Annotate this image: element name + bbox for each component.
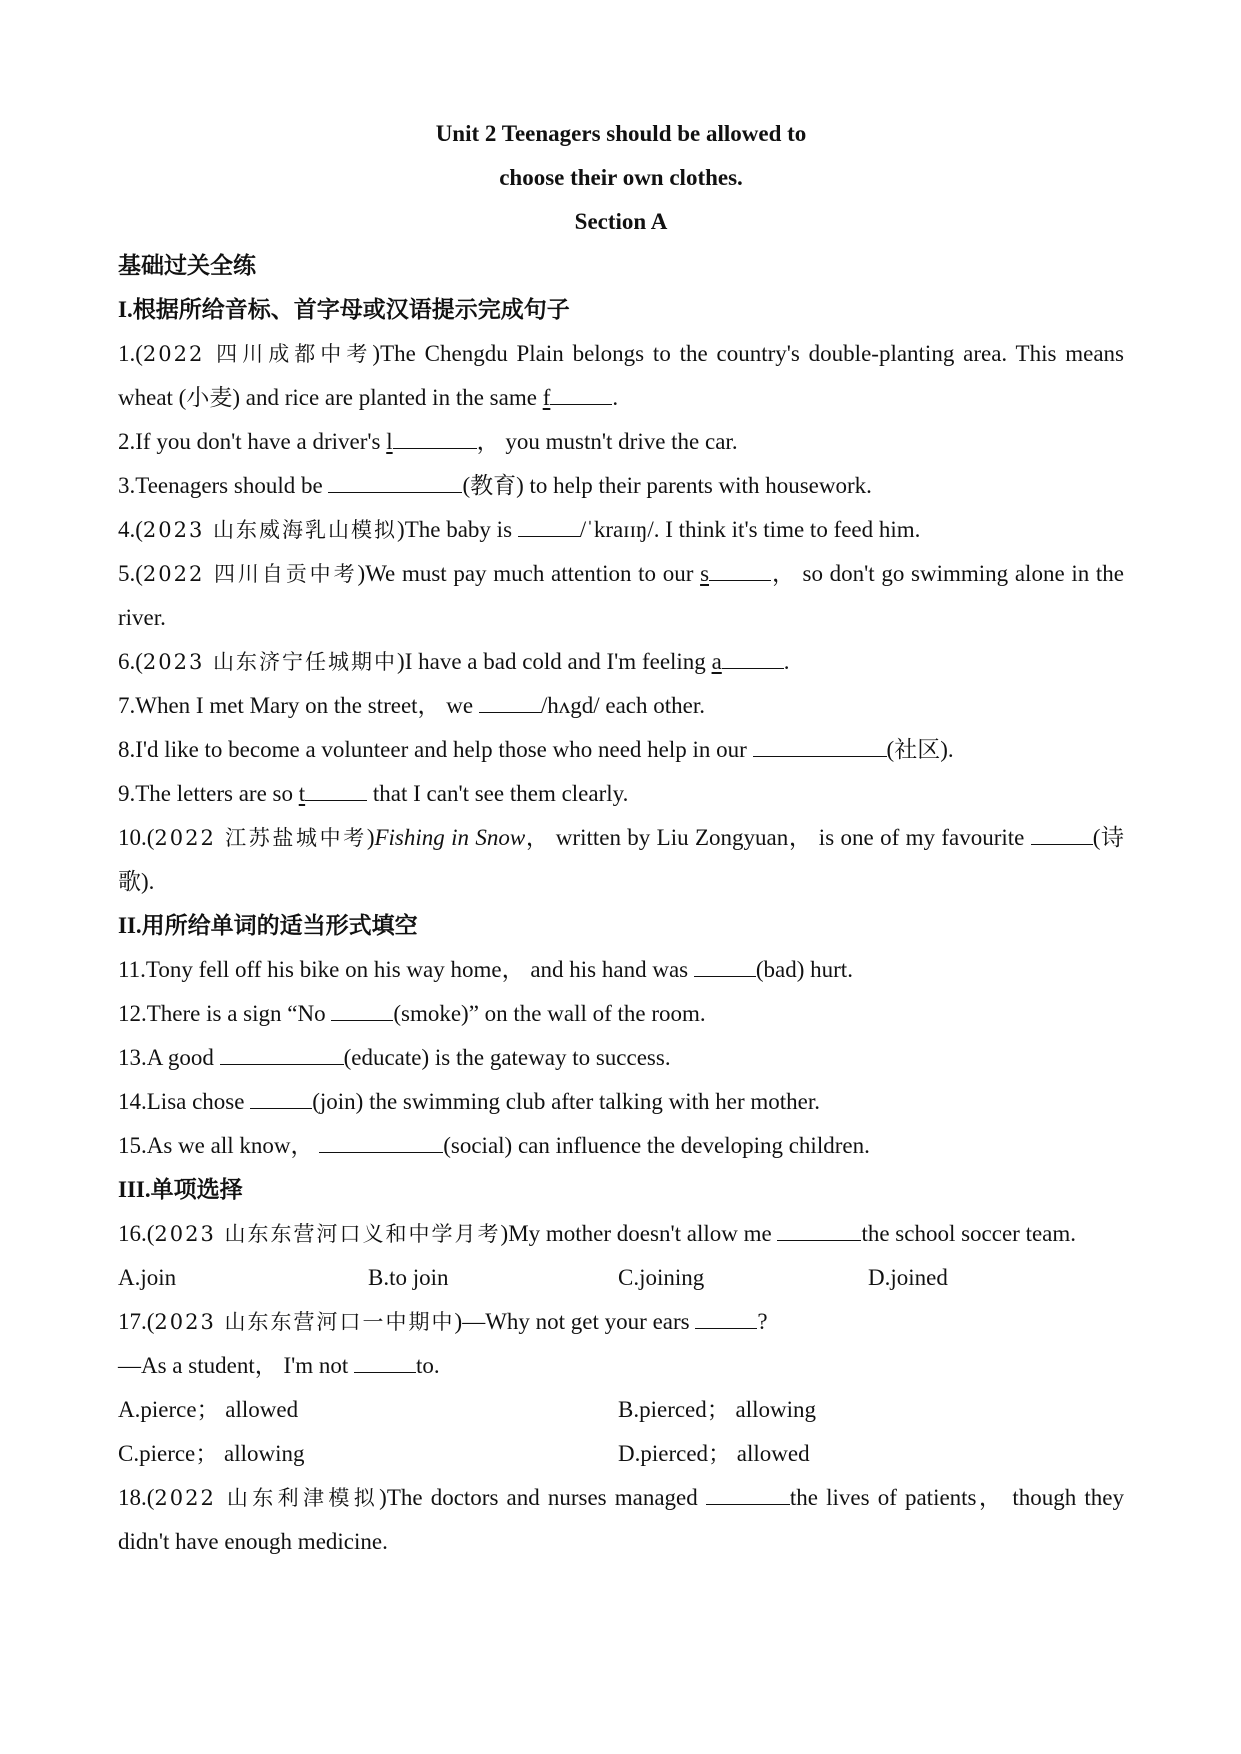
question-source: 2022 四川成都中考 <box>142 342 373 366</box>
answer-blank[interactable] <box>550 380 612 405</box>
answer-blank[interactable] <box>250 1084 312 1109</box>
question-source: 2022 江苏盐城中考 <box>154 826 367 850</box>
main-heading: 基础过关全练 <box>118 253 256 278</box>
answer-blank[interactable] <box>319 1128 443 1153</box>
question-source: 2023 山东东营河口义和中学月考 <box>154 1222 501 1246</box>
answer-blank[interactable] <box>354 1348 416 1373</box>
part2-heading: II.用所给单词的适当形式填空 <box>118 913 418 938</box>
answer-blank[interactable] <box>722 644 784 669</box>
question-18: 18.(2022 山东利津模拟)The doctors and nurses managed the lives of patients， though they didn't have enough medicine. <box>118 1476 1124 1564</box>
option-c[interactable]: C.pierce； allowing <box>118 1441 305 1466</box>
answer-blank[interactable] <box>706 1480 790 1505</box>
question-7: 7.When I met Mary on the street， we /hʌgd/ each other. <box>118 684 1124 728</box>
answer-blank[interactable] <box>220 1040 344 1065</box>
answer-blank[interactable] <box>393 424 477 449</box>
question-14: 14.Lisa chose (join) the swimming club after talking with her mother. <box>118 1080 1124 1124</box>
answer-blank[interactable] <box>479 688 541 713</box>
option-b[interactable]: B.to join <box>368 1265 449 1290</box>
answer-blank[interactable] <box>331 996 393 1021</box>
option-a[interactable]: A.pierce； allowed <box>118 1397 299 1422</box>
option-d[interactable]: D.pierced； allowed <box>618 1441 810 1466</box>
question-6: 6.(2023 山东济宁任城期中)I have a bad cold and I'm feeling a . <box>118 640 1124 684</box>
question-17: 17.(2023 山东东营河口一中期中)—Why not get your ears ? <box>118 1300 1124 1344</box>
section-title: Section A <box>574 209 668 234</box>
question-9: 9.The letters are so t that I can't see them clearly. <box>118 772 1124 816</box>
question-13: 13.A good (educate) is the gateway to success. <box>118 1036 1124 1080</box>
first-letter-hint: f <box>542 385 551 410</box>
first-letter-hint: l <box>386 429 393 454</box>
question-17-options-row1 <box>118 1388 1124 1432</box>
question-source: 2023 山东东营河口一中期中 <box>154 1310 455 1334</box>
unit-title-line2: choose their own clothes. <box>499 165 743 190</box>
part3-heading: III.单项选择 <box>118 1177 243 1202</box>
question-2: 2.If you don't have a driver's l ， you mustn't drive the car. <box>118 420 1124 464</box>
question-12: 12.There is a sign “No (smoke)” on the wall of the room. <box>118 992 1124 1036</box>
answer-blank[interactable] <box>753 732 887 757</box>
first-letter-hint: t <box>298 781 306 806</box>
question-4: 4.(2023 山东威海乳山模拟)The baby is /ˈkraɪɪŋ/. I think it's time to feed him. <box>118 508 1124 552</box>
option-d[interactable]: D.joined <box>868 1265 948 1290</box>
poem-title: Fishing in Snow <box>374 825 526 850</box>
question-11: 11.Tony fell off his bike on his way home， and his hand was (bad) hurt. <box>118 948 1124 992</box>
first-letter-hint: a <box>711 649 722 674</box>
option-b[interactable]: B.pierced； allowing <box>618 1397 817 1422</box>
worksheet-page <box>118 112 1124 1564</box>
answer-blank[interactable] <box>305 776 367 801</box>
answer-blank[interactable] <box>1031 820 1093 845</box>
question-1: 1.(2022 四川成都中考)The Chengdu Plain belongs to the country's double-planting area. This means wheat (小麦) and rice are planted in the same f . <box>118 341 1124 410</box>
question-8: 8.I'd like to become a volunteer and help those who need help in our (社区). <box>118 728 1124 772</box>
answer-blank[interactable] <box>694 952 756 977</box>
answer-blank[interactable] <box>709 556 771 581</box>
question-source: 2023 山东济宁任城期中 <box>142 650 398 674</box>
option-a[interactable]: A.join <box>118 1265 177 1290</box>
question-source: 2022 四川自贡中考 <box>142 562 358 586</box>
first-letter-hint: s <box>700 561 710 586</box>
question-15: 15.As we all know， (social) can influence the developing children. <box>118 1124 1124 1168</box>
question-16: 16.(2023 山东东营河口义和中学月考)My mother doesn't allow me the school soccer team. <box>118 1212 1124 1256</box>
question-source: 2023 山东威海乳山模拟 <box>142 518 398 542</box>
question-5: 5.(2022 四川自贡中考)We must pay much attention to our s ， so don't go swimming alone in the river. <box>118 552 1124 640</box>
part1-heading: I.根据所给音标、首字母或汉语提示完成句子 <box>118 297 570 322</box>
option-c[interactable]: C.joining <box>618 1265 705 1290</box>
answer-blank[interactable] <box>695 1304 757 1329</box>
unit-title-line1: Unit 2 Teenagers should be allowed to <box>435 121 807 146</box>
question-16-options <box>118 1256 1124 1300</box>
answer-blank[interactable] <box>777 1216 861 1241</box>
question-source: 2022 山东利津模拟 <box>154 1486 380 1510</box>
question-10: 10.(2022 江苏盐城中考)Fishing in Snow， written by Liu Zongyuan， is one of my favourite (诗歌). <box>118 816 1124 904</box>
answer-blank[interactable] <box>518 512 580 537</box>
answer-blank[interactable] <box>328 468 462 493</box>
question-17-options-row2 <box>118 1432 1124 1476</box>
question-17-reply: —As a student， I'm not to. <box>118 1344 1124 1388</box>
question-3: 3.Teenagers should be (教育) to help their parents with housework. <box>118 464 1124 508</box>
